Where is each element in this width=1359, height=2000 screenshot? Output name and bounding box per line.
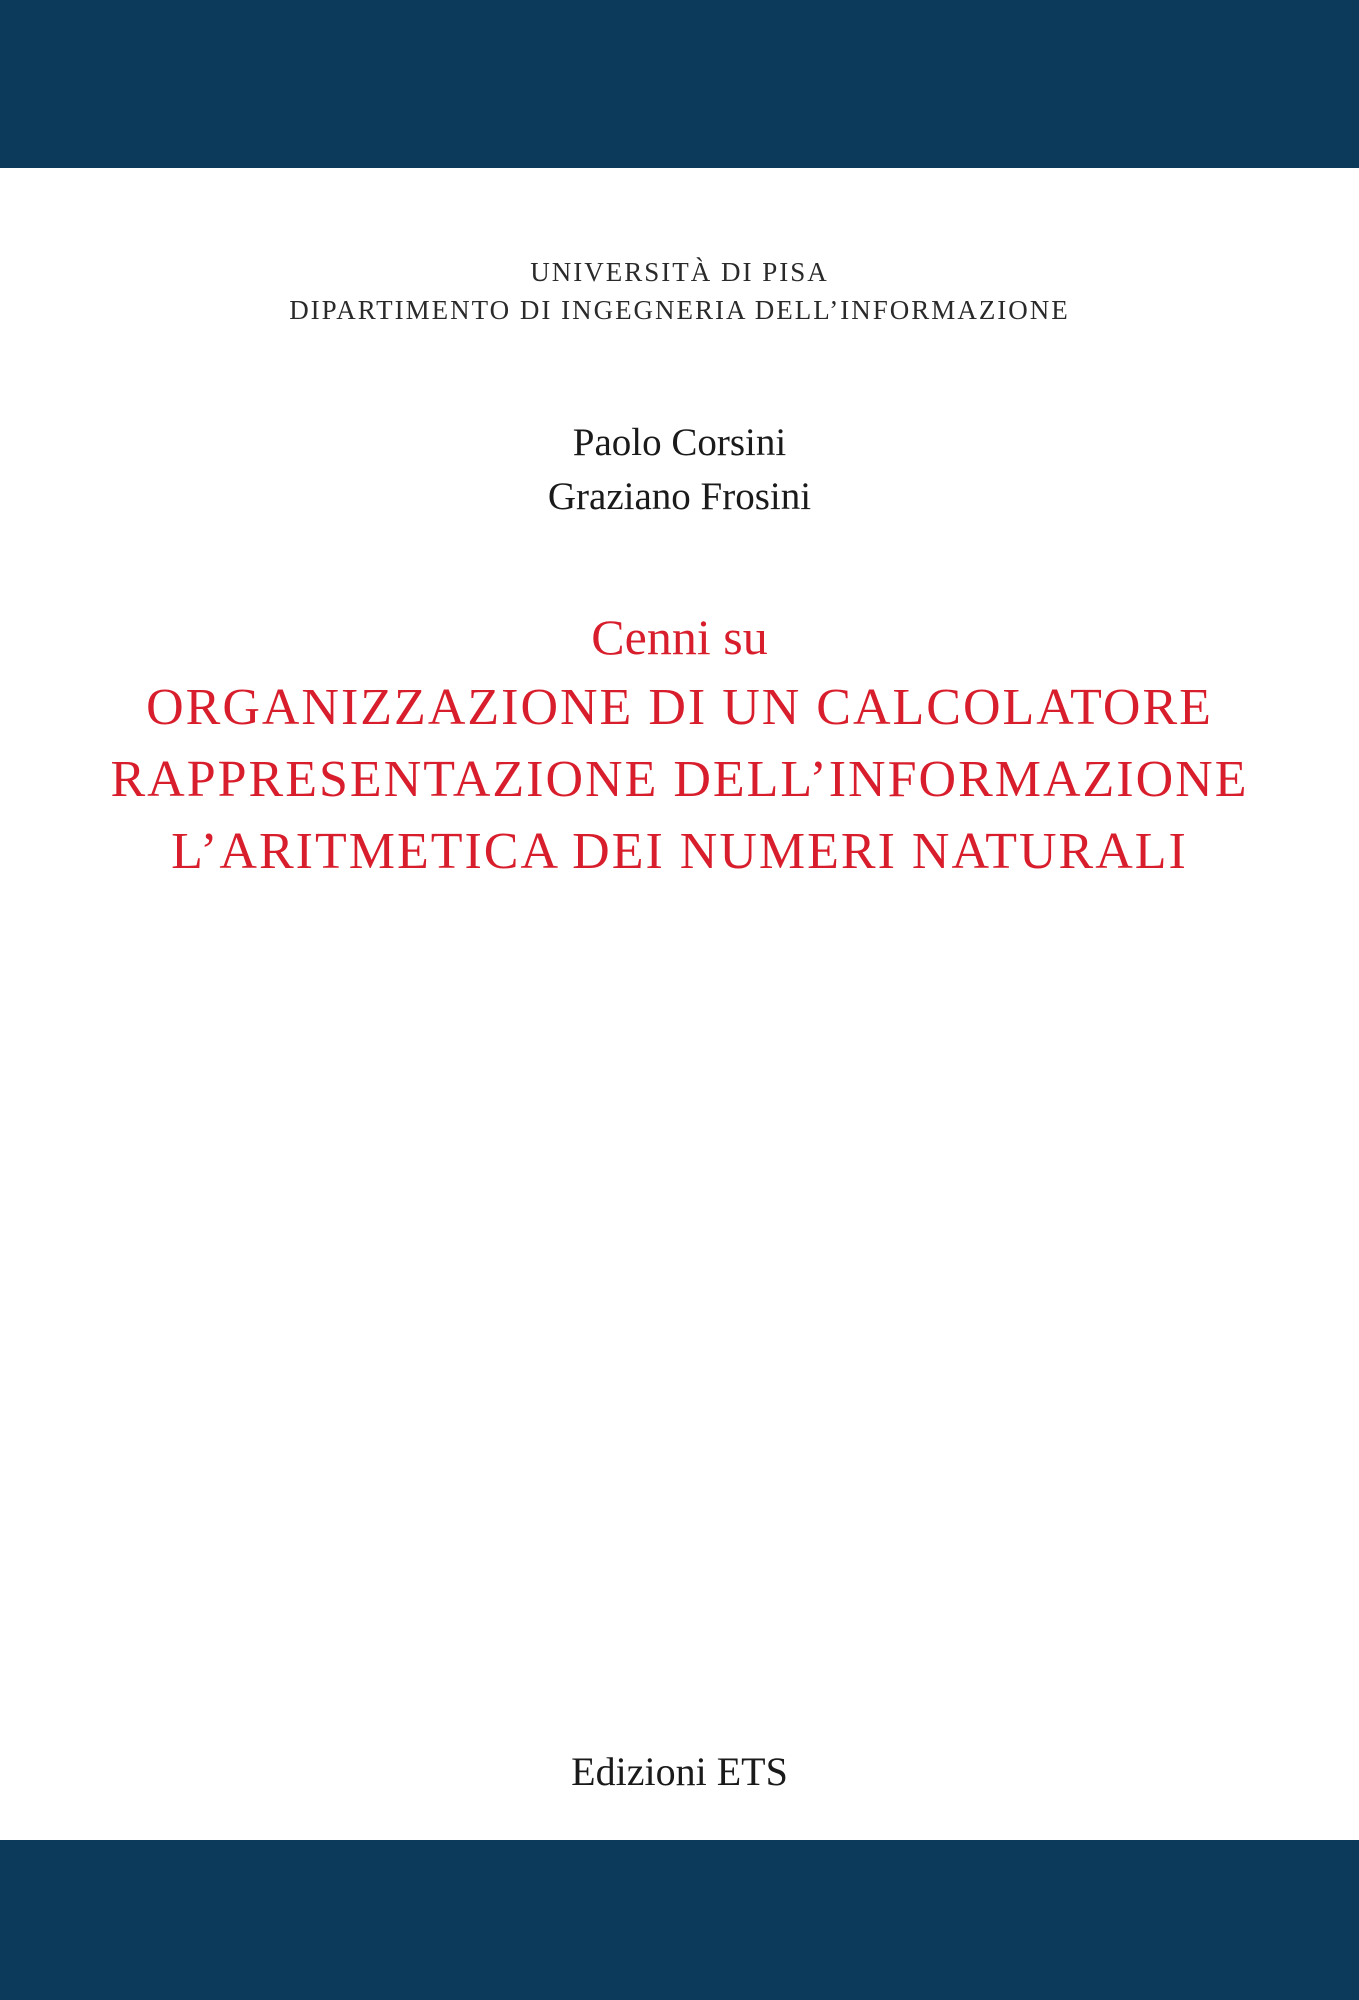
author-2: Graziano Frosini [547, 475, 812, 518]
top-band [0, 0, 1359, 168]
department-name: DIPARTIMENTO DI INGEGNERIA DELL’INFORMAZIONE [289, 295, 1070, 325]
university-name: UNIVERSITÀ DI PISA [530, 257, 829, 287]
bottom-band [0, 1840, 1359, 2000]
title-line-2: RAPPRESENTAZIONE DELL’INFORMAZIONE [110, 751, 1249, 808]
title-line-1: ORGANIZZAZIONE DI UN CALCOLATORE [146, 679, 1213, 736]
subtitle: Cenni su [591, 609, 768, 665]
title-line-3: L’ARITMETICA DEI NUMERI NATURALI [171, 823, 1188, 880]
publisher-name: Edizioni ETS [571, 1749, 788, 1794]
author-1: Paolo Corsini [572, 421, 787, 464]
